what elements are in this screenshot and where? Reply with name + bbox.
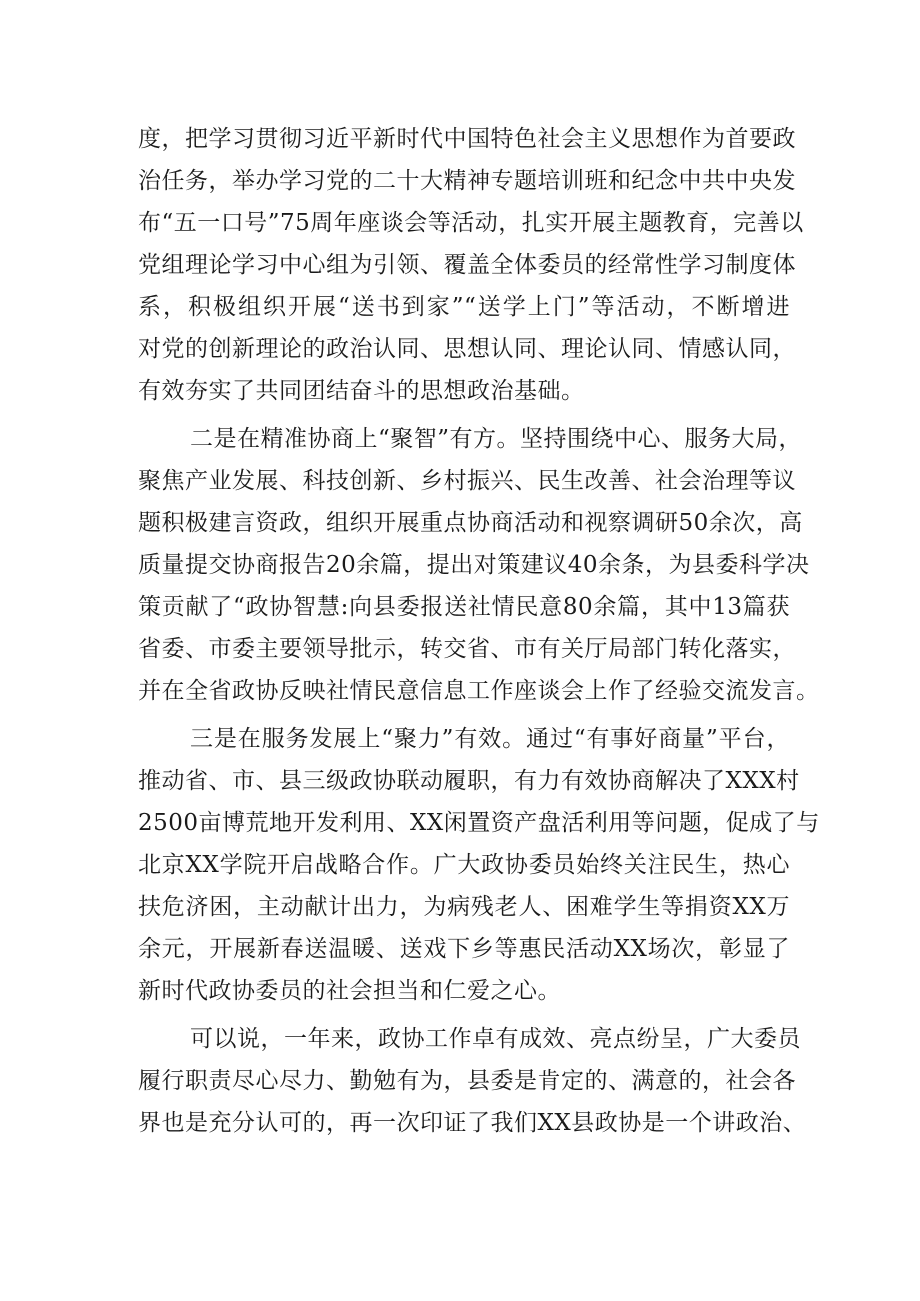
paragraph-1-line-2: 治任务，举办学习党的二十大精神专题培训班和纪念中共中央发 (138, 168, 796, 194)
paragraph-3-line-3: 2500亩博荒地开发利用、XX闲置资产盘活利用等问题，促成了与 (138, 810, 820, 836)
paragraph-2-line-2: 聚焦产业发展、科技创新、乡村振兴、民生改善、社会治理等议 (138, 468, 796, 494)
paragraph-1-line-1: 度，把学习贯彻习近平新时代中国特色社会主义思想作为首要政 (138, 126, 796, 152)
paragraph-2-line-5: 策贡献了“政协智慧:向县委报送社情民意80余篇，其中13篇获 (138, 594, 790, 620)
paragraph-4-line-1: 可以说，一年来，政协工作卓有成效、亮点纷呈，广大委员 (190, 1026, 801, 1052)
paragraph-3-line-5: 扶危济困，主动献计出力，为病残老人、困难学生等捐资XX万 (138, 894, 790, 920)
paragraph-3-line-1: 三是在服务发展上“聚力”有效。通过“有事好商量”平台， (190, 726, 790, 752)
paragraph-4-line-3: 界也是充分认可的，再一次印证了我们XX县政协是一个讲政治、 (138, 1110, 807, 1136)
paragraph-2-line-7: 并在全省政协反映社情民意信息工作座谈会上作了经验交流发言。 (138, 678, 820, 704)
paragraph-1-line-6: 对党的创新理论的政治认同、思想认同、理论认同、情感认同， (138, 336, 796, 362)
paragraph-2-line-6: 省委、市委主要领导批示，转交省、市有关厅局部门转化落实， (138, 636, 796, 662)
paragraph-3-line-4: 北京XX学院开启战略合作。广大政协委员始终关注民生，热心 (138, 852, 790, 878)
paragraph-2-line-4: 质量提交协商报告20余篇，提出对策建议40余条，为县委科学决 (138, 552, 810, 578)
paragraph-3-line-7: 新时代政协委员的社会担当和仁爱之心。 (138, 978, 561, 1004)
paragraph-1-line-7: 有效夯实了共同团结奋斗的思想政治基础。 (138, 378, 585, 404)
paragraph-2-line-3: 题积极建言资政，组织开展重点协商活动和视察调研50余次，高 (138, 510, 803, 536)
paragraph-1-line-4: 党组理论学习中心组为引领、覆盖全体委员的经常性学习制度体 (138, 252, 796, 278)
paragraph-2-line-1: 二是在精准协商上“聚智”有方。坚持围绕中心、服务大局， (190, 426, 803, 452)
paragraph-3-line-2: 推动省、市、县三级政协联动履职，有力有效协商解决了XXX村 (138, 768, 800, 794)
paragraph-4-line-2: 履行职责尽心尽力、勤勉有为，县委是肯定的、满意的，社会各 (138, 1068, 796, 1094)
paragraph-3-line-6: 余元，开展新春送温暖、送戏下乡等惠民活动XX场次，彰显了 (138, 936, 790, 962)
paragraph-1-line-5: 系，积极组织开展“送书到家”“送学上门”等活动，不断增进 (138, 294, 790, 320)
paragraph-1-line-3: 布“五一口号”75周年座谈会等活动，扎实开展主题教育，完善以 (138, 210, 804, 236)
